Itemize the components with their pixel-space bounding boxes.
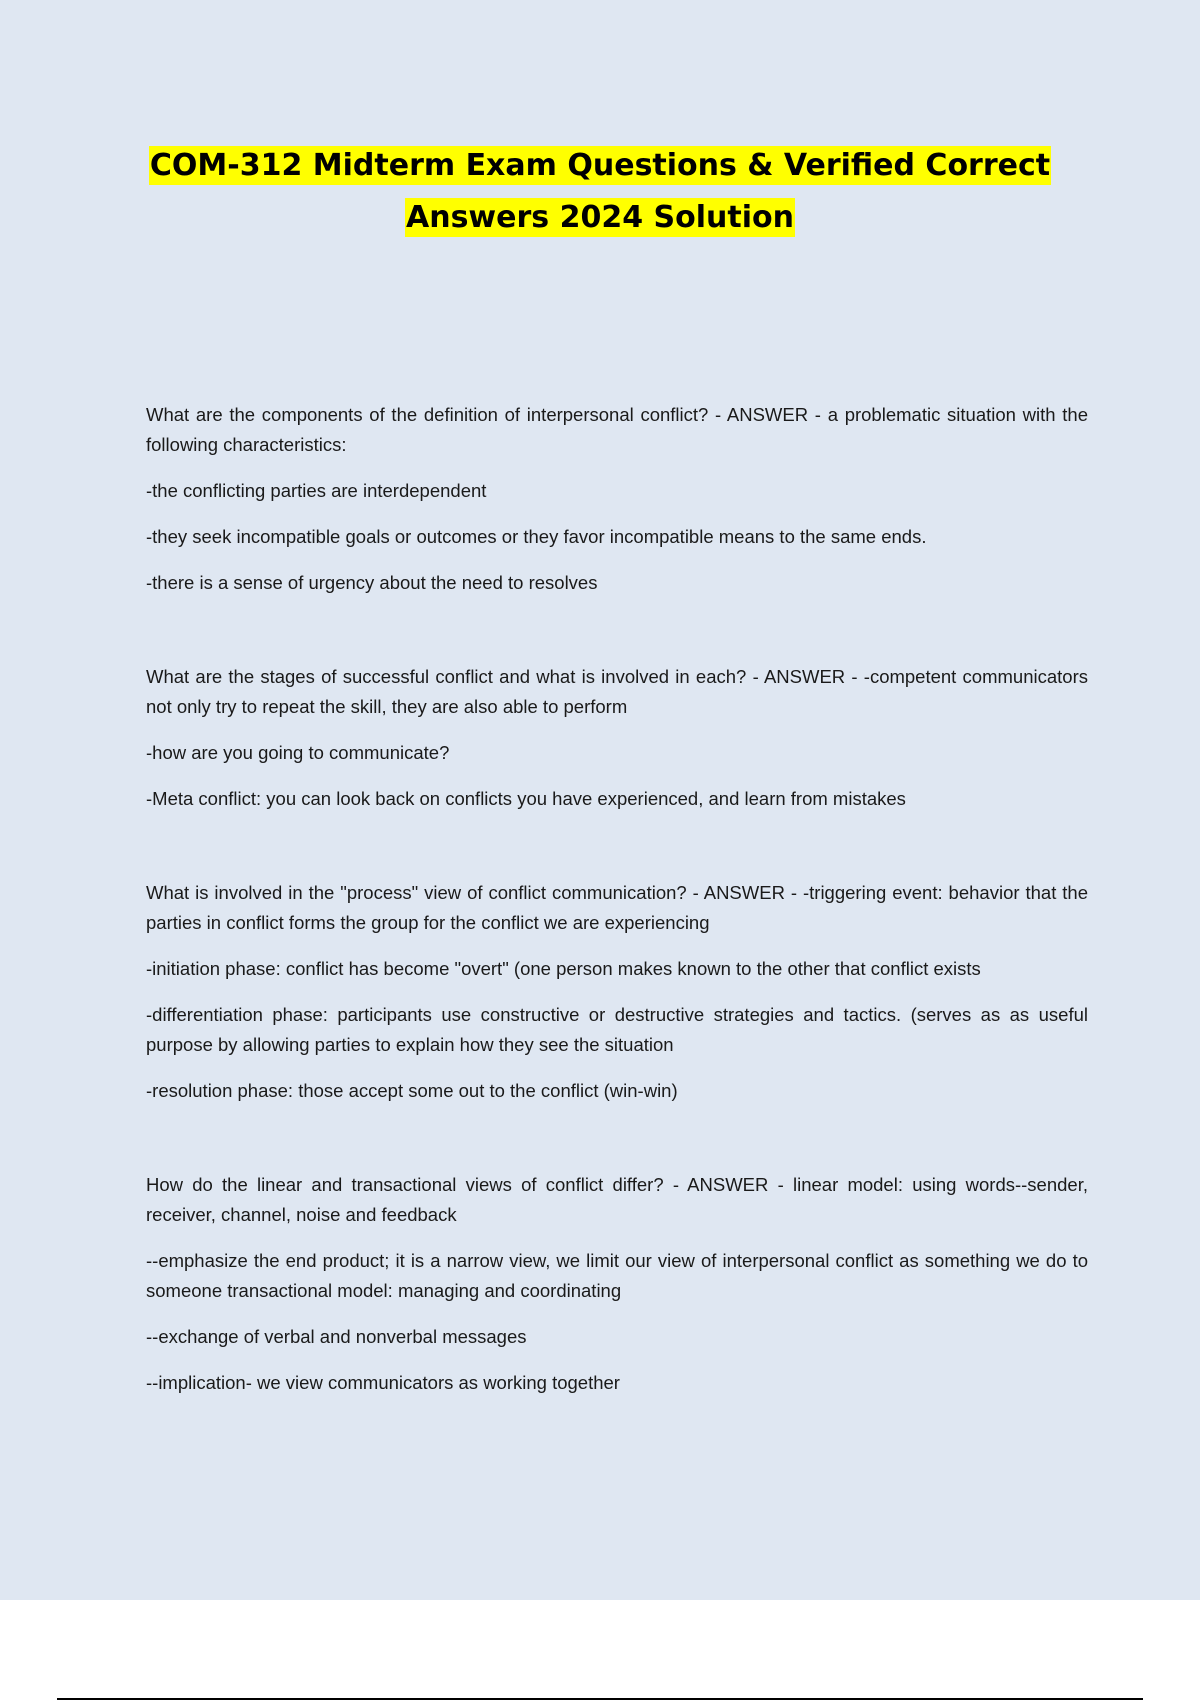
answer-point: -resolution phase: those accept some out to the conflict (win-win) [146,1080,678,1101]
answer-point: -how are you going to communicate? [146,742,450,763]
question-answer: What is involved in the "process" view of conflict communication? - ANSWER - -triggering event: behavior that the parties in conflict forms the group for the conflict we are experiencing [146,882,1088,933]
answer-point: -the conflicting parties are interdependent [146,480,487,501]
title-line-2: Answers 2024 Solution [406,200,794,235]
answer-point: --exchange of verbal and nonverbal messages [146,1326,527,1347]
document-body [146,400,1088,1462]
question-answer: What are the stages of successful conflict and what is involved in each? - ANSWER - -competent communicators not only try to repeat the skill, they are also able to perform [146,666,1088,717]
answer-point: -there is a sense of urgency about the need to resolves [146,572,598,593]
answer-point: -Meta conflict: you can look back on conflicts you have experienced, and learn from mistakes [146,788,906,809]
document-title [0,140,1200,244]
qa-section-3 [146,878,1088,1106]
qa-section-4 [146,1170,1088,1398]
answer-point: --implication- we view communicators as working together [146,1372,620,1393]
answer-point: --emphasize the end product; it is a narrow view, we limit our view of interpersonal conflict as something we do to someone transactional model: managing and coordinating [146,1250,1088,1301]
answer-point: -differentiation phase: participants use constructive or destructive strategies and tactics. (serves as as useful purpose by allowing parties to explain how they see the situation [146,1004,1088,1055]
question-answer: What are the components of the definition of interpersonal conflict? - ANSWER - a problematic situation with the following characteristics: [146,404,1088,455]
qa-section-1 [146,400,1088,598]
title-line-1: COM-312 Midterm Exam Questions & Verified Correct [149,148,1051,183]
answer-point: -they seek incompatible goals or outcomes or they favor incompatible means to the same ends. [146,526,927,547]
answer-point: -initiation phase: conflict has become "overt" (one person makes known to the other that conflict exists [146,958,981,979]
qa-section-2 [146,662,1088,814]
question-answer: How do the linear and transactional views of conflict differ? - ANSWER - linear model: using words--sender, receiver, channel, noise and feedback [146,1174,1088,1225]
